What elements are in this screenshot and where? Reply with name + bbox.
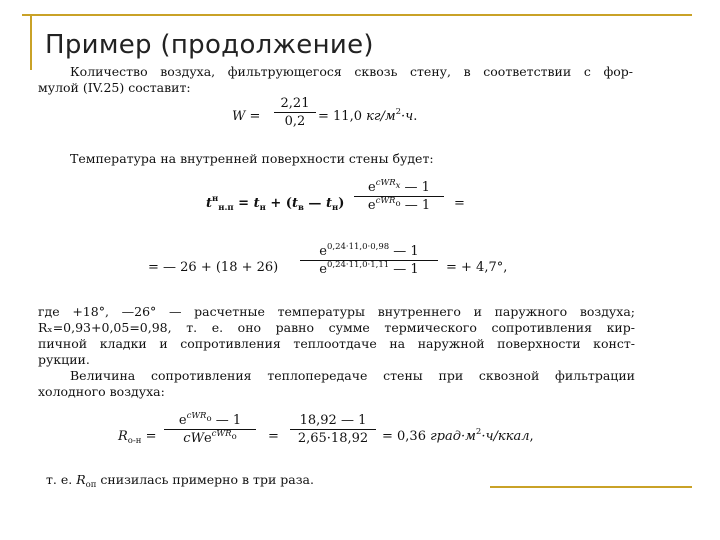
title-top-rule — [22, 14, 692, 16]
formula-r-rhs: = 0,36 $град\cdot м^2\cdot ч$/ккал, — [382, 427, 534, 444]
formula-r-equals: = — [268, 429, 279, 444]
formula-w-denominator: 0,2 — [274, 112, 316, 129]
paragraph-2: Температура на внутренней поверхности стены будет: — [70, 151, 434, 166]
paragraph-4-line-1: Величина сопротивления теплопередаче стены при сквозной фильтрации — [70, 368, 635, 383]
formula-r-lhs: $R_{о-н}$ = — [118, 429, 157, 446]
formula-w-fraction — [274, 96, 316, 129]
formula-r-fraction-1 — [164, 413, 256, 446]
title-left-rule — [30, 14, 32, 70]
formula-r-denominator-1: cWe$^{cWR_о}$ — [164, 429, 256, 446]
slide-title: Пример (продолжение) — [45, 30, 374, 60]
formula-w-rhs: = 11,0 $кг/м^2\cdot ч$. — [318, 107, 418, 124]
formula-t2-denominator: $e^{0,24\cdot 11,0\cdot 1,11}$ — 1 — [300, 260, 438, 277]
formula-t1-lhs: $t^н_{н.п} = t_н + (t_в$ — $t_н$) — [206, 194, 345, 213]
formula-r-numerator-1: $e^{cWR_о}$ — 1 — [178, 411, 242, 428]
formula-t1-denominator: $e^{cWR_о}$ — 1 — [354, 196, 444, 213]
formula-r-numerator-2: 18,92 — 1 — [299, 413, 367, 428]
paragraph-3-line-1: где +18°, —26° — расчетные температуры внутреннего и паружного воздуха; — [38, 304, 635, 319]
formula-t2-lhs: = — 26 + (18 + 26) — [148, 260, 279, 275]
formula-w-numerator: 2,21 — [280, 96, 310, 111]
paragraph-1-line-1: Количество воздуха, фильтрующегося сквозь стену, в соответствии с фор- — [70, 64, 633, 79]
formula-w-lhs: W = — [232, 109, 261, 124]
paragraph-3-line-4: рукции. — [38, 352, 90, 367]
formula-r-fraction-2 — [290, 413, 376, 446]
formula-t1-fraction — [354, 180, 444, 213]
paragraph-3-line-2: Rₓ=0,93+0,05=0,98, т. е. оно равно сумме термического сопротивления кир- — [38, 320, 635, 335]
paragraph-3-line-3: пичной кладки и сопротивления теплоотдаче на наружной поверхности конст- — [38, 336, 635, 351]
formula-t2-numerator: $e^{0,24\cdot 11,0\cdot 0,98}$ — 1 — [319, 242, 419, 259]
formula-t2-fraction — [300, 244, 438, 277]
paragraph-4-line-2: холодного воздуха: — [38, 384, 165, 399]
formula-t2-rhs: = + 4,7°, — [446, 260, 508, 275]
paragraph-1-line-2: мулой (IV.25) составит: — [38, 80, 191, 95]
formula-t1-numerator: $e^{cWR_x}$ — 1 — [368, 178, 430, 195]
footer-rule — [490, 486, 692, 488]
paragraph-5: т. е. $R_{оп}$ снизилась примерно в три раза. — [46, 472, 314, 490]
formula-r-denominator-2: 2,65·18,92 — [290, 429, 376, 446]
formula-t1-rhs: = — [454, 196, 465, 211]
